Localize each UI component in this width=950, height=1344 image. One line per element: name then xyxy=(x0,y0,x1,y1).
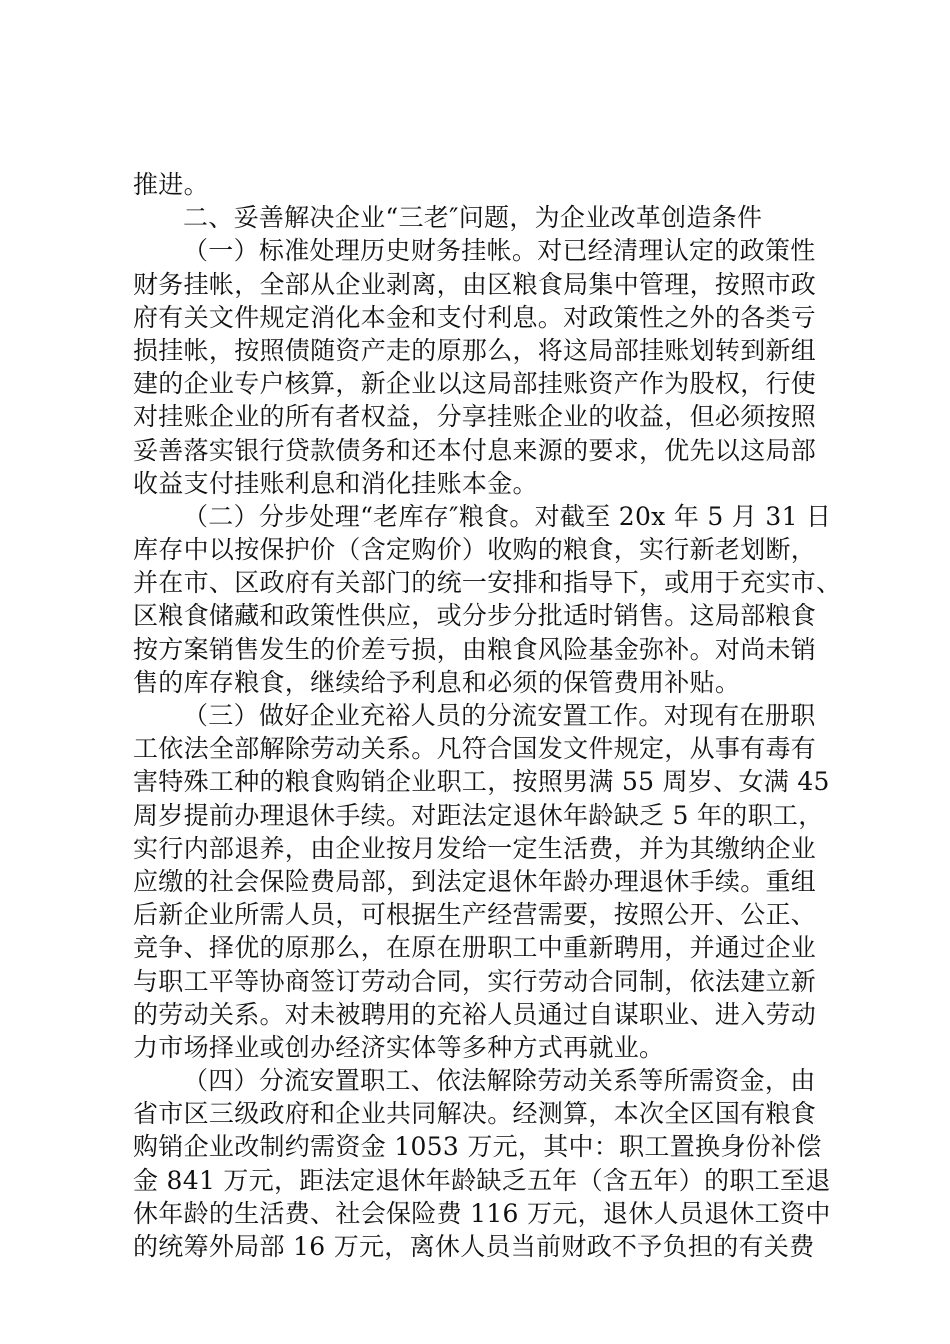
text-line: 害特殊工种的粮食购销企业职工，按照男满 55 周岁、女满 45 xyxy=(133,767,830,797)
text-line: 妥善落实银行贷款债务和还本付息来源的要求，优先以这局部 xyxy=(133,435,817,465)
text-line: 推进。 xyxy=(133,170,209,199)
text-line: 力市场择业或创办经济实体等多种方式再就业。 xyxy=(133,1032,665,1062)
text-line: 财务挂帐，全部从企业剥离，由区粮食局集中管理，按照市政 xyxy=(133,269,817,299)
paragraph-start-line: （三）做好企业充裕人员的分流安置工作。对现有在册职 xyxy=(183,701,816,730)
text-line: 建的企业专户核算，新企业以这局部挂账资产作为股权，行使 xyxy=(133,369,817,399)
text-line: 竞争、择优的原那么，在原在册职工中重新聘用，并通过企业 xyxy=(133,933,817,963)
paragraph-start-line: （一）标准处理历史财务挂帐。对已经清理认定的政策性 xyxy=(183,236,816,266)
paragraph-start-line: （二）分步处理“老库存″粮食。对截至 20x 年 5 月 31 日 xyxy=(183,501,832,531)
text-line: 按方案销售发生的价差亏损，由粮食风险基金弥补。对尚未销 xyxy=(133,634,817,664)
text-line: 损挂帐，按照债随资产走的原那么，将这局部挂账划转到新组 xyxy=(133,335,817,365)
text-line: 与职工平等协商签订劳动合同，实行劳动合同制，依法建立新 xyxy=(133,966,817,996)
text-line: 收益支付挂账利息和消化挂账本金。 xyxy=(133,468,538,498)
text-line: 的统筹外局部 16 万元，离休人员当前财政不予负担的有关费 xyxy=(133,1232,815,1261)
text-line: 购销企业改制约需资金 1053 万元，其中：职工置换身份补偿 xyxy=(133,1132,822,1162)
text-line: 应缴的社会保险费局部，到法定退休年龄办理退休手续。重组 xyxy=(133,866,817,896)
text-line: 周岁提前办理退休手续。对距法定退休年龄缺乏 5 年的职工， xyxy=(133,800,824,830)
text-line: 售的库存粮食，继续给予利息和必须的保管费用补贴。 xyxy=(133,667,741,697)
paragraph-start-line: 二、妥善解决企业“三老″问题，为企业改革创造条件 xyxy=(183,203,763,233)
text-line: 的劳动关系。对未被聘用的充裕人员通过自谋职业、进入劳动 xyxy=(133,999,817,1029)
paragraph-start-line: （四）分流安置职工、依法解除劳动关系等所需资金，由 xyxy=(183,1066,816,1096)
text-line: 府有关文件规定消化本金和支付利息。对政策性之外的各类亏 xyxy=(133,302,817,332)
text-line: 省市区三级政府和企业共同解决。经测算，本次全区国有粮食 xyxy=(133,1099,817,1129)
text-line: 休年龄的生活费、社会保险费 116 万元，退休人员退休工资中 xyxy=(133,1198,831,1228)
document-body xyxy=(133,168,842,1263)
text-line: 实行内部退养，由企业按月发给一定生活费，并为其缴纳企业 xyxy=(133,833,817,863)
text-line: 后新企业所需人员，可根据生产经营需要，按照公开、公正、 xyxy=(133,900,817,930)
text-line: 金 841 万元，距法定退休年龄缺乏五年（含五年）的职工至退 xyxy=(133,1165,831,1195)
text-line: 区粮食储藏和政策性供应，或分步分批适时销售。这局部粮食 xyxy=(133,601,817,631)
text-line: 并在市、区政府有关部门的统一安排和指导下，或用于充实市、 xyxy=(133,568,842,598)
text-line: 工依法全部解除劳动关系。凡符合国发文件规定，从事有毒有 xyxy=(133,734,817,764)
text-line: 对挂账企业的所有者权益，分享挂账企业的收益，但必须按照 xyxy=(133,402,817,432)
text-line: 库存中以按保护价（含定购价）收购的粮食，实行新老划断， xyxy=(133,535,817,565)
